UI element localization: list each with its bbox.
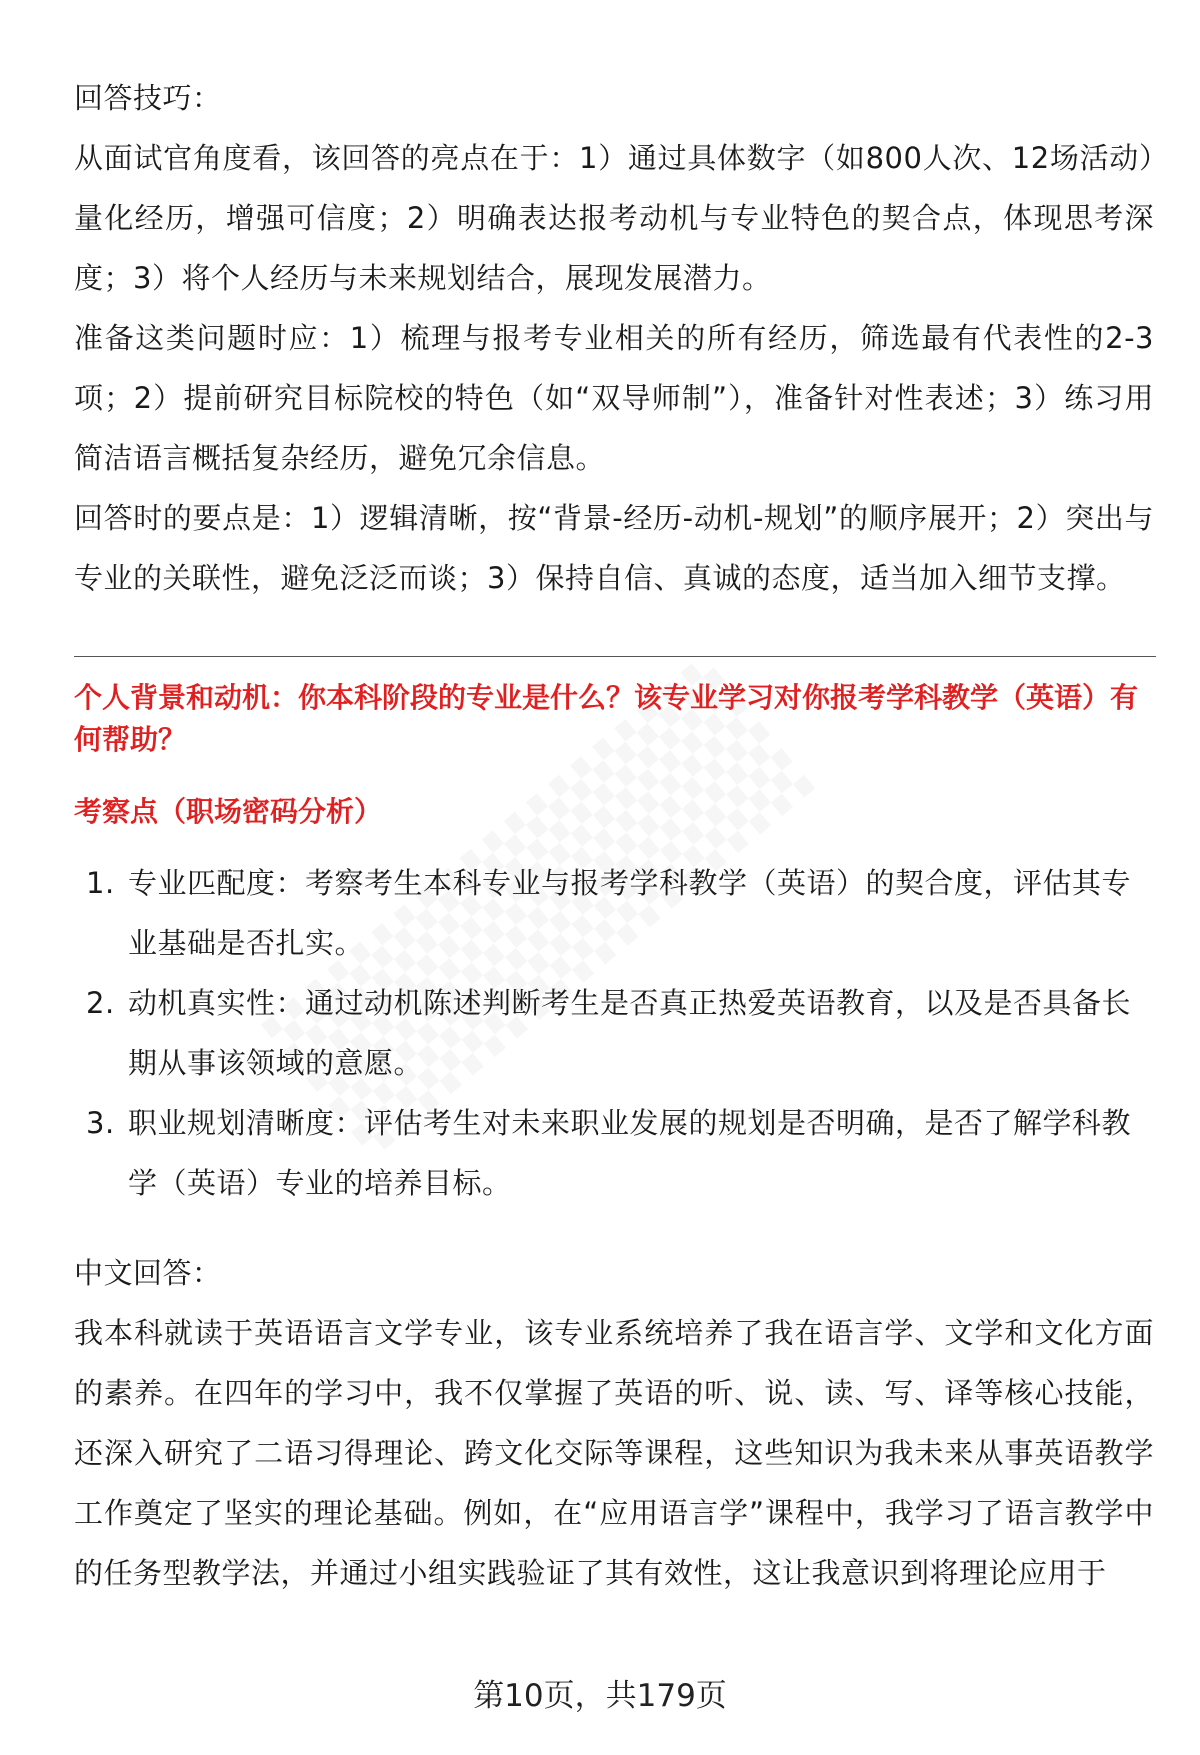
list-item bbox=[74, 973, 1154, 1093]
list-item-text: 动机真实性：通过动机陈述判断考生是否真正热爱英语教育，以及是否具备长期从事该领域的意愿。 bbox=[128, 986, 1132, 1080]
assessment-list bbox=[74, 853, 1154, 1213]
answer-paragraph-1: 我本科就读于英语语言文学专业，该专业系统培养了我在语言学、文学和文化方面的素养。在四年的学习中，我不仅掌握了英语的听、说、读、写、译等核心技能，还深入研究了二语习得理论、跨文化交际等课程，这些知识为我未来从事英语教学工作奠定了坚实的理论基础。例如，在“应用语言学”课程中，我学习了语言教学中的任务型教学法，并通过小组实践验证了其有效性，这让我意识到将理论应用于 bbox=[74, 1316, 1154, 1590]
answer-label: 中文回答： bbox=[74, 1256, 222, 1290]
tips-paragraph-2: 准备这类问题时应：1）梳理与报考专业相关的所有经历，筛选最有代表性的2-3项；2）提前研究目标院校的特色（如“双导师制”），准备针对性表述；3）练习用简洁语言概括复杂经历，避免冗余信息。 bbox=[74, 321, 1154, 475]
list-item-text: 专业匹配度：考察考生本科专业与报考学科教学（英语）的契合度，评估其专业基础是否扎实。 bbox=[128, 866, 1132, 960]
list-item-number: 2. bbox=[86, 986, 115, 1020]
tips-paragraph-3: 回答时的要点是：1）逻辑清晰，按“背景-经历-动机-规划”的顺序展开；2）突出与专业的关联性，避免泛泛而谈；3）保持自信、真诚的态度，适当加入细节支撑。 bbox=[74, 501, 1154, 595]
list-item bbox=[74, 1093, 1154, 1213]
page-content bbox=[74, 68, 1154, 1603]
tips-paragraph-1: 从面试官角度看，该回答的亮点在于：1）通过具体数字（如800人次、12场活动）量化经历，增强可信度；2）明确表达报考动机与专业特色的契合点，体现思考深度；3）将个人经历与未来规划结合，展现发展潜力。 bbox=[74, 141, 1154, 295]
question-heading: 个人背景和动机：你本科阶段的专业是什么？该专业学习对你报考学科教学（英语）有何帮助？ bbox=[74, 681, 1139, 756]
list-item-number: 1. bbox=[86, 866, 115, 900]
assessment-heading: 考察点（职场密码分析） bbox=[74, 795, 383, 828]
tips-label: 回答技巧： bbox=[74, 81, 222, 115]
section-divider bbox=[74, 656, 1156, 657]
page-number: 第10页，共179页 bbox=[473, 1678, 727, 1714]
list-item bbox=[74, 853, 1154, 973]
list-item-number: 3. bbox=[86, 1106, 115, 1140]
list-item-text: 职业规划清晰度：评估考生对未来职业发展的规划是否明确，是否了解学科教学（英语）专业的培养目标。 bbox=[128, 1106, 1132, 1200]
